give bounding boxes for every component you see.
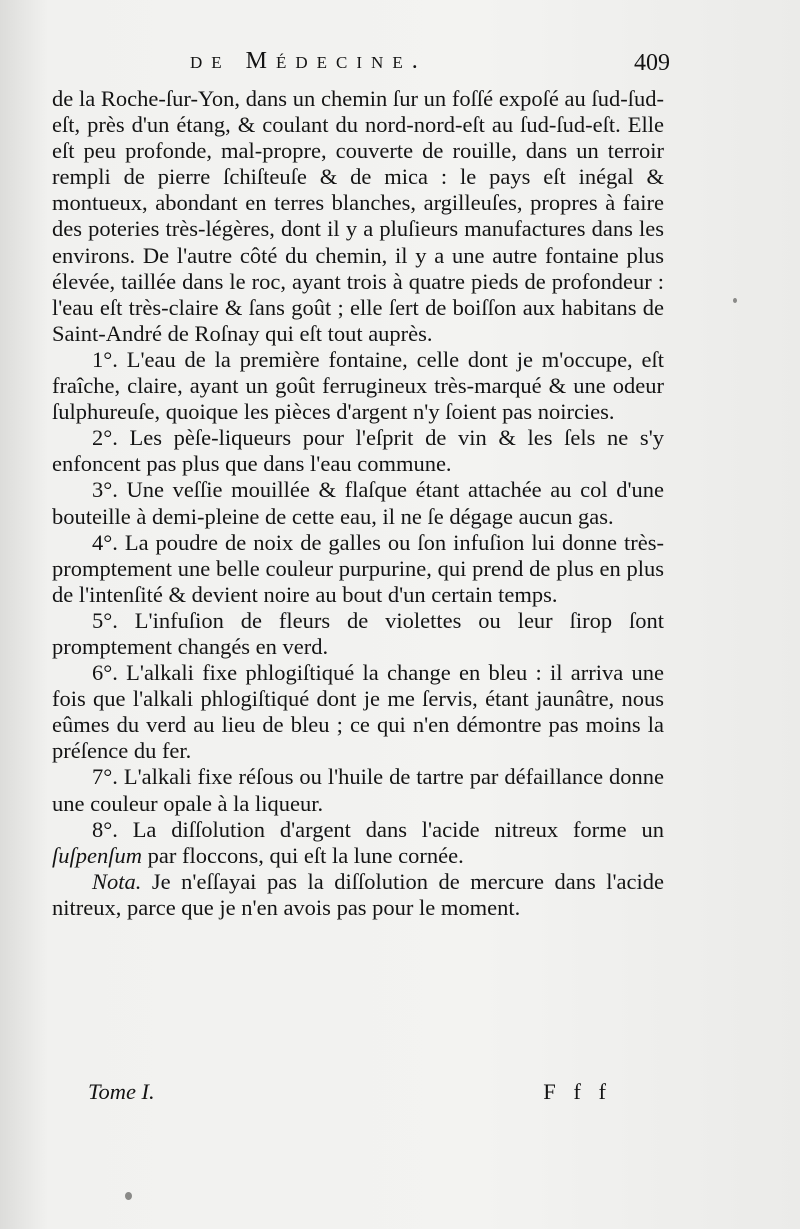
- paragraph-item-1: 1°. L'eau de la première fontaine, celle dont je m'occupe, eſt fraîche, claire, ayant un goût ferrugineux très-marqué & une odeur ſulphureuſe, quoique les pièces d'argent n'y ſoient pas noircies.: [52, 346, 664, 425]
- page-footer: [88, 1079, 612, 1109]
- italic-term: ſuſpenſum: [52, 842, 142, 868]
- body-text: [52, 86, 664, 921]
- paragraph-item-8: 8°. La diſſolution d'argent dans l'acide nitreux forme un ſuſpenſum par floccons, qui eſt la lune cornée.: [52, 816, 664, 868]
- running-title: de Médecine.: [190, 48, 427, 74]
- volume-label: Tome I.: [88, 1079, 155, 1104]
- paragraph-item-7: 7°. L'alkali fixe réſous ou l'huile de tartre par défaillance donne une couleur opale à la liqueur.: [52, 764, 664, 816]
- paragraph-item-2: 2°. Les pèſe-liqueurs pour l'eſprit de vin & les ſels ne s'y enfoncent pas plus que dans l'eau commune.: [52, 425, 664, 477]
- paragraph-item-4: 4°. La poudre de noix de galles ou ſon infuſion lui donne très-promptement une belle couleur purpurine, qui prend de plus en plus de l'intenſité & devient noire au bout d'un certain temps.: [52, 529, 664, 607]
- paragraph-item-5: 5°. L'infuſion de fleurs de violettes ou leur ſirop ſont promptement changés en verd.: [52, 607, 664, 659]
- paragraph-item-3: 3°. Une veſſie mouillée & flaſque étant attachée au col d'une bouteille à demi-pleine de cette eau, il ne ſe dégage aucun gas.: [52, 477, 664, 529]
- page-header: [190, 48, 670, 84]
- signature-mark: F f f: [543, 1079, 612, 1104]
- nota-label: Nota.: [92, 868, 142, 894]
- page-number: 409: [634, 50, 670, 76]
- ink-speck: [125, 1192, 132, 1200]
- ink-speck: [733, 298, 737, 303]
- paragraph-item-6: 6°. L'alkali fixe phlogiſtiqué la change en bleu : il arriva une fois que l'alkali phlogiſtiqué dont je me ſervis, étant jaunâtre, nous eûmes du verd au lieu de bleu ; ce qui n'en démontre pas moins la préſence du fer.: [52, 660, 664, 764]
- paragraph-continuation: de la Roche-ſur-Yon, dans un chemin ſur un foſſé expoſé au ſud-ſud-eſt, près d'un étang, & coulant du nord-nord-eſt au ſud-ſud-eſt. Elle eſt peu profonde, mal-propre, couverte de rouille, dans un terroir rempli de pierre ſchiſteuſe & de mica : le pays eſt inégal & montueux, abondant en terres blanches, argilleuſes, propres à faire des poteries très-légères, dont il y a pluſieurs manufactures dans les environs. De l'autre côté du chemin, il y a une autre fontaine plus élevée, taillée dans le roc, ayant trois à quatre pieds de profondeur : l'eau eſt très-claire & ſans goût ; elle ſert de boiſſon aux habitans de Saint-André de Roſnay qui eſt tout auprès.: [52, 86, 664, 346]
- paragraph-nota: Nota. Je n'eſſayai pas la diſſolution de mercure dans l'acide nitreux, parce que je n'en avois pas pour le moment.: [52, 868, 664, 920]
